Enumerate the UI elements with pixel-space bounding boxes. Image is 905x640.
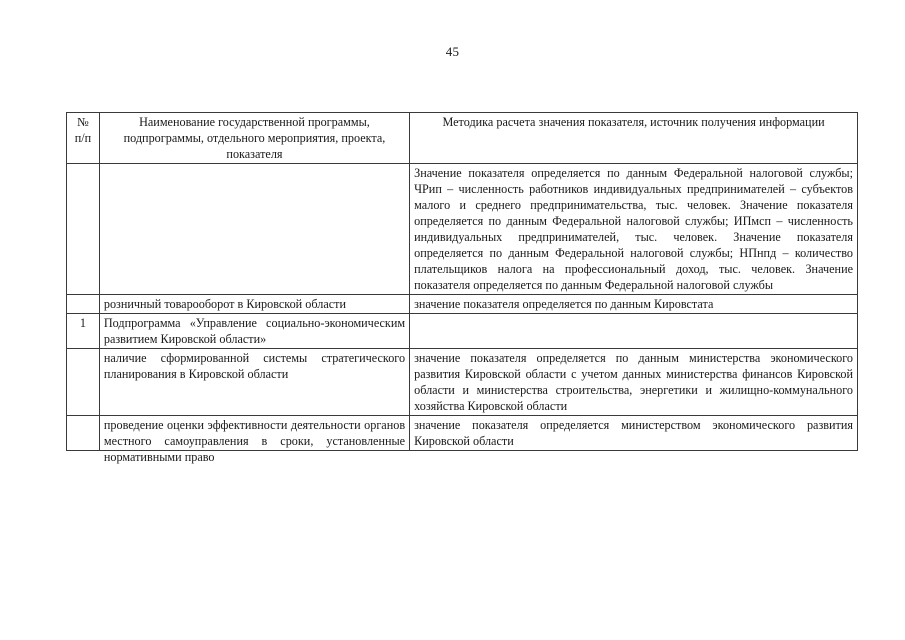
row-num: [67, 295, 100, 314]
row-method: значение показателя определяется по данным Кировстата: [410, 295, 858, 314]
row-num: 1: [67, 314, 100, 349]
row-name: наличие сформированной системы стратегического планирования в Кировской области: [99, 349, 409, 416]
row-name: розничный товарооборот в Кировской области: [99, 295, 409, 314]
table-row: [67, 295, 858, 314]
header-num: № п/п: [67, 113, 100, 164]
row-num: [67, 164, 100, 295]
row-method: Значение показателя определяется по данным Федеральной налоговой службы; ЧРип – численность работников индивидуальных предпринимателей – субъектов малого и среднего предпринимательства, тыс. человек. Значение показателя определяется по данным Федеральной налоговой службы; ИПмсп – численность индивидуальных предпринимателей, тыс. человек. Значение показателя определяется по данным Федеральной налоговой службы; НПнпд – количество плательщиков налога на профессиональный доход, тыс. человек. Значение показателя определяется по данным Федеральной налоговой службы: [410, 164, 858, 295]
row-method: [410, 314, 858, 349]
table-header-row: [67, 113, 858, 164]
row-num: [67, 349, 100, 416]
header-name: Наименование государственной программы, подпрограммы, отдельного мероприятия, проекта, показателя: [99, 113, 409, 164]
table-row: [67, 314, 858, 349]
page-number: 45: [445, 44, 460, 59]
row-name-text: проведение оценки эффективности деятельности органов местного самоуправления в сроки, установленные нормативными право: [103, 418, 406, 464]
table-row: [67, 416, 858, 451]
row-name: Подпрограмма «Управление социально-экономическим развитием Кировской области»: [99, 314, 409, 349]
row-method: значение показателя определяется по данным министерства экономического развития Кировской области с учетом данных министерства финансов Кировской области и министерства строительства, энергетики и жилищно-коммунального хозяйства Кировской области: [410, 349, 858, 416]
row-method: значение показателя определяется министерством экономического развития Кировской области: [410, 416, 858, 451]
row-name: [99, 416, 409, 464]
row-name: [99, 164, 409, 295]
row-num: [67, 416, 100, 451]
indicator-table: [66, 112, 858, 464]
table-row: [67, 164, 858, 295]
table-row: [67, 349, 858, 416]
header-method: Методика расчета значения показателя, источник получения информации: [410, 113, 858, 164]
